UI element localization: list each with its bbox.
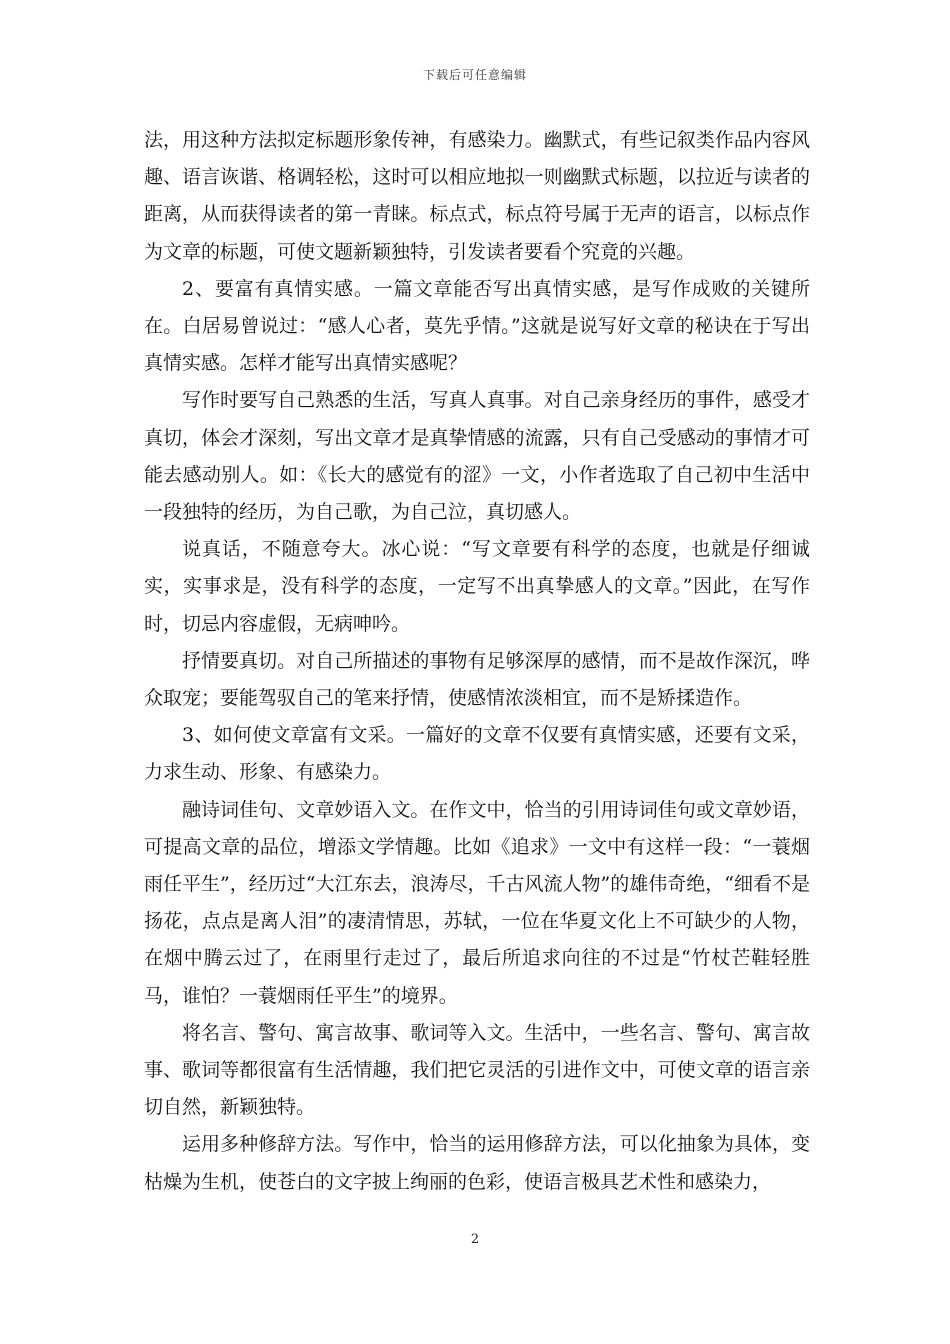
paragraph-6: 3、如何使文章富有文采。一篇好的文章不仅要有真情实感，还要有文采，力求生动、形象、有感染力。 — [144, 724, 810, 784]
paragraph-9: 运用多种修辞方法。写作中，恰当的运用修辞方法，可以化抽象为具体，变枯燥为生机，使苍白的文字披上绚丽的色彩，使语言极具艺术性和感染力， — [144, 1133, 810, 1193]
paragraph-4: 说真话，不随意夸大。冰心说：“写文章要有科学的态度，也就是仔细诚实，实事求是，没有科学的态度，一定写不出真挚感人的文章。”因此，在写作时，切忌内容虚假，无病呻吟。 — [144, 538, 810, 635]
page-header: 下载后可任意编辑 — [422, 68, 527, 82]
paragraph-1: 法，用这种方法拟定标题形象传神，有感染力。幽默式，有些记叙类作品内容风趣、语言诙谐、格调轻松，这时可以相应地拟一则幽默式标题，以拉近与读者的距离，从而获得读者的第一青睐。标点式，标点符号属于无声的语言，以标点作为文章的标题，可使文题新颖独特，引发读者要看个究竟的兴趣。 — [144, 129, 810, 263]
paragraph-8: 将名言、警句、寓言故事、歌词等入文。生活中，一些名言、警句、寓言故事、歌词等都很富有生活情趣，我们把它灵活的引进作文中，可使文章的语言亲切自然，新颖独特。 — [144, 1021, 810, 1119]
paragraph-3: 写作时要写自己熟悉的生活，写真人真事。对自己亲身经历的事件，感受才真切，体会才深刻，写出文章才是真挚情感的流露，只有自己受感动的事情才可能去感动别人。如：《长大的感觉有的涩》一文，小作者选取了自己初中生活中一段独特的经历，为自己歌，为自己泣，真切感人。 — [144, 389, 810, 524]
paragraph-2: 2、要富有真情实感。一篇文章能否写出真情实感，是写作成败的关键所在。白居易曾说过：“感人心者，莫先乎情。”这就是说写好文章的秘诀在于写出真情实感。怎样才能写出真情实感呢？ — [144, 277, 810, 375]
document-body — [144, 122, 810, 1201]
paragraph-5: 抒情要真切。对自己所描述的事物有足够深厚的感情，而不是故作深沉，哗众取宠；要能驾驭自己的笔来抒情，使感情浓淡相宜，而不是矫揉造作。 — [144, 649, 810, 710]
paragraph-7: 融诗词佳句、文章妙语入文。在作文中，恰当的引用诗词佳句或文章妙语，可提高文章的品位，增添文学情趣。比如《追求》一文中有这样一段：“一蓑烟雨任平生”，经历过“大江东去，浪涛尽，千古风流人物”的雄伟奇绝，“细看不是扬花，点点是离人泪”的凄清情思，苏轼，一位在华夏文化上不可缺少的人物，在烟中腾云过了，在雨里行走过了，最后所追求向往的不过是“竹杖芒鞋轻胜马，谁怕？一蓑烟雨任平生”的境界。 — [144, 798, 810, 1007]
page-number: 2 — [470, 1232, 480, 1247]
